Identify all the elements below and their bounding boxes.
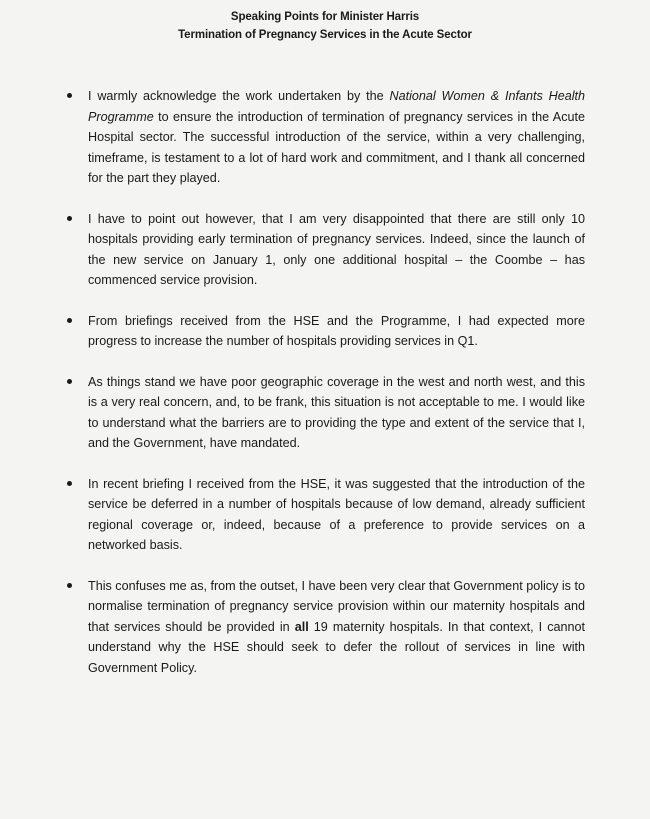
bullet-icon [67,93,72,98]
bullet-icon [67,216,72,221]
emphasis-all: all [294,619,309,634]
programme-name: National Women & Infants Health Programme [88,89,585,124]
speaking-point-4 [65,372,585,454]
speaking-point-text-part: to ensure the introduction of termination of pregnancy services in the Acute Hospital sector. The successful introduction of the service, within a very challenging, timeframe, is testament to a lot of hard work and commitment, and I thank all concerned for the part they played. [88,109,585,185]
bullet-icon [67,379,72,384]
speaking-points-list [65,86,585,678]
speaking-point-text: In recent briefing I received from the HSE, it was suggested that the introduction of the service be deferred in a number of hospitals because of low demand, already sufficient regional coverage or, indeed, because of a preference to provide services on a networked basis. [88,476,585,552]
speaking-point-5 [65,474,585,556]
speaking-point-text [88,86,585,189]
speaking-point-1 [65,86,585,189]
speaking-point-3 [65,311,585,352]
speaking-point-text-part: 19 maternity hospitals. In that context, I cannot understand why the HSE should seek to defer the rollout of services in line with Government Policy. [88,619,586,675]
speaking-point-6 [65,576,585,679]
speaking-point-text: I have to point out however, that I am very disappointed that there are still only 10 hospitals providing early termination of pregnancy services. Indeed, since the launch of the new service on January 1, only one additional hospital – the Coombe – has commenced service provision. [88,211,585,287]
speaking-point-text: As things stand we have poor geographic coverage in the west and north west, and this is a very real concern, and, to be frank, this situation is not acceptable to me. I would like to understand what the barriers are to providing the type and extent of the service that I, and the Government, have mandated. [88,374,585,450]
speaking-point-text: From briefings received from the HSE and the Programme, I had expected more progress to increase the number of hospitals providing services in Q1. [88,313,585,348]
speaking-point-text [88,576,585,679]
bullet-icon [67,583,72,588]
document-header [0,8,650,44]
speaking-point-2 [65,209,585,291]
speaking-point-text-part: I warmly acknowledge the work undertaken by the [88,89,390,103]
header-subtitle: Termination of Pregnancy Services in the Acute Sector [178,29,472,41]
bullet-icon [67,318,72,323]
header-title: Speaking Points for Minister Harris [230,11,420,23]
bullet-icon [67,481,72,486]
speaking-point-text-part: This confuses me as, from the outset, I have been very clear that Government policy is to normalise termination of pregnancy service provision within our maternity hospitals and that services should be provided in [88,578,585,634]
